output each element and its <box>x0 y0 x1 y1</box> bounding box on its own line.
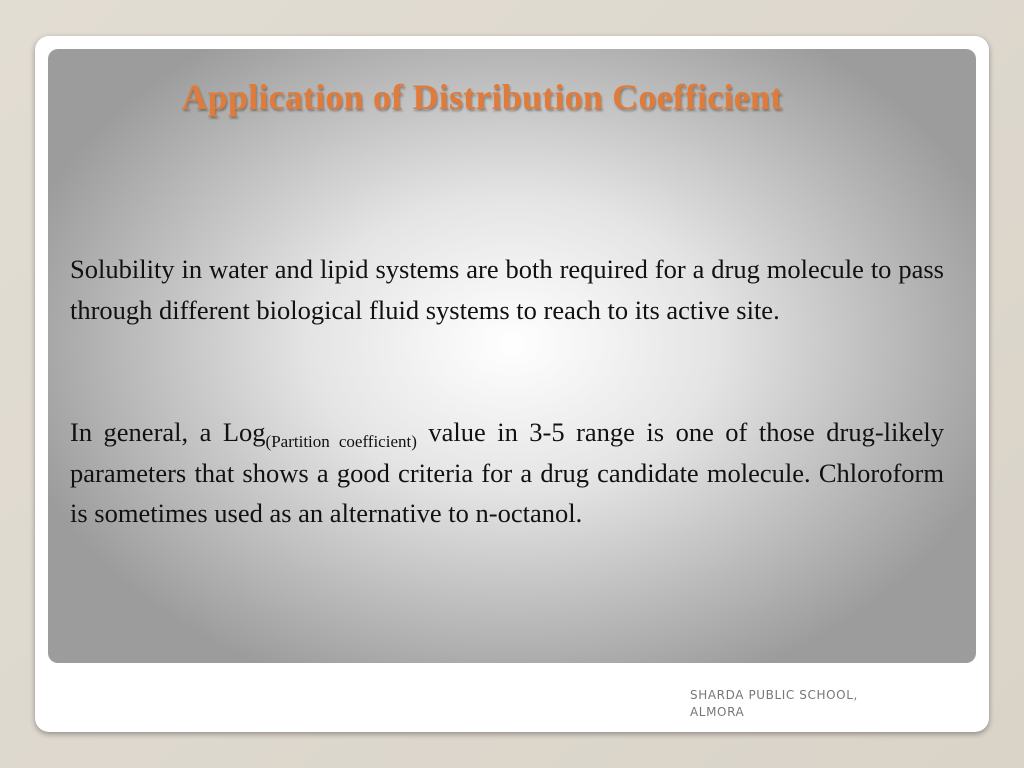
log-subscript: (Partition coefficient) <box>265 432 417 451</box>
paragraph-lead-text: In general, a Log <box>70 417 266 447</box>
paragraph-tail-text: value in 3-5 range is one of those drug-likely parameters that shows a good criteria for a drug candidate molecule. Chloroform is sometimes used as an alternative to n-octanol. <box>70 417 945 528</box>
slide-title: Application of Distribution Coefficient <box>181 77 783 117</box>
paragraph-solubility: Solubility in water and lipid systems are both required for a drug molecule to pass through different biological fluid systems to reach to its active site. <box>70 254 944 325</box>
footer-line-2: ALMORA <box>690 705 745 719</box>
paragraph-partition-coefficient <box>70 412 944 534</box>
content-panel <box>48 49 976 663</box>
footer-line-1: SHARDA PUBLIC SCHOOL, <box>690 688 858 702</box>
footer-school-name <box>690 687 910 721</box>
